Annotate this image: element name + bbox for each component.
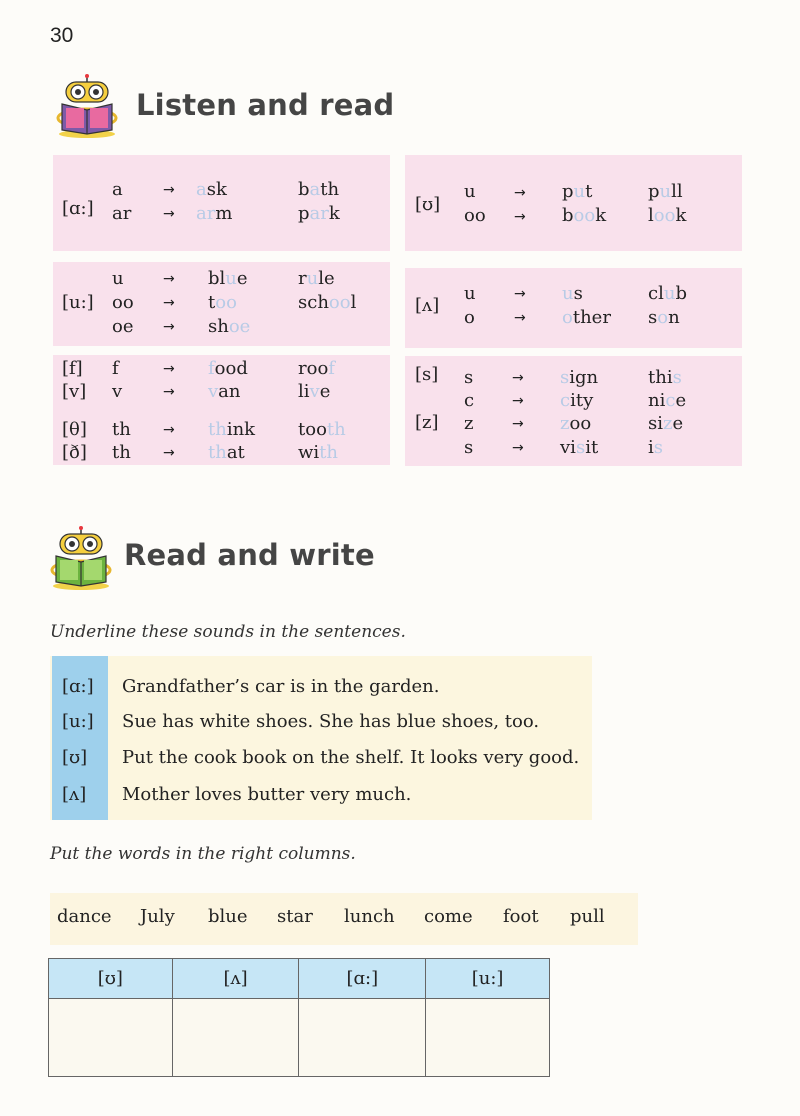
read-and-write-title: Read and write (124, 538, 375, 572)
sentence-symbol: [ɑ:] (62, 676, 94, 697)
word-item: pull (570, 906, 605, 927)
letters: u (464, 283, 476, 304)
arrow-icon: → (163, 206, 175, 222)
arrow-icon: → (163, 295, 175, 311)
arrow-icon: → (514, 310, 526, 326)
symbol-v: [v] (62, 381, 87, 402)
symbol-u-long: [u:] (62, 292, 94, 313)
example-word: look (648, 205, 687, 226)
letters: u (464, 181, 476, 202)
example-word: roof (298, 358, 335, 379)
arrow-icon: → (512, 370, 524, 386)
word-item: blue (208, 906, 248, 927)
symbol-f: [f] (62, 358, 83, 379)
arrow-icon: → (163, 182, 175, 198)
arrow-icon: → (512, 416, 524, 432)
example-word: van (208, 381, 241, 402)
example-word: shoe (208, 316, 251, 337)
example-word: zoo (560, 413, 592, 434)
letters: o (464, 307, 475, 328)
arrow-icon: → (514, 209, 526, 225)
example-word: rule (298, 268, 335, 289)
example-word: sign (560, 367, 599, 388)
example-word: arm (196, 203, 233, 224)
example-word: live (298, 381, 331, 402)
sentence-text: Sue has white shoes. She has blue shoes, too. (122, 711, 540, 732)
word-item: star (277, 906, 313, 927)
sentence-row (62, 784, 411, 805)
example-word: food (208, 358, 248, 379)
letters: s (464, 367, 474, 388)
example-word: park (298, 203, 340, 224)
word-item: dance (57, 906, 112, 927)
sentence-symbol: [ʊ] (62, 747, 88, 768)
writing-mascot-icon (48, 526, 114, 592)
answer-cell[interactable] (299, 999, 426, 1077)
answer-cell[interactable] (426, 999, 550, 1077)
example-word: is (648, 437, 664, 458)
sentence-text: Put the cook book on the shelf. It looks very good. (122, 747, 580, 768)
letters: oe (112, 316, 134, 337)
arrow-icon: → (512, 393, 524, 409)
reading-mascot-icon (54, 74, 120, 140)
word-item: July (140, 906, 175, 927)
symbol-theta: [θ] (62, 419, 87, 440)
sentence-text: Grandfather’s car is in the garden. (122, 676, 440, 697)
example-word: size (648, 413, 684, 434)
word-item: foot (503, 906, 539, 927)
letters: c (464, 390, 475, 411)
letters: s (464, 437, 474, 458)
example-word: pull (648, 181, 683, 202)
answer-cell[interactable] (49, 999, 173, 1077)
arrow-icon: → (163, 271, 175, 287)
example-word: ask (196, 179, 227, 200)
symbol-s: [s] (415, 364, 439, 385)
sentence-text: Mother loves butter very much. (122, 784, 412, 805)
symbol-a-long: [ɑ:] (62, 198, 94, 219)
sound-columns-table (48, 958, 550, 1077)
sentence-symbol: [ʌ] (62, 784, 87, 805)
instruction-columns: Put the words in the right columns. (50, 844, 356, 864)
page-number: 30 (50, 24, 74, 47)
example-word: club (648, 283, 687, 304)
example-word: with (298, 442, 338, 463)
column-header: [ʊ] (49, 959, 173, 999)
example-word: bath (298, 179, 340, 200)
example-word: other (562, 307, 611, 328)
word-item: come (424, 906, 473, 927)
letters: oo (464, 205, 486, 226)
symbol-wedge: [ʌ] (415, 295, 440, 316)
sentence-row (62, 747, 579, 768)
column-header: [ɑ:] (299, 959, 426, 999)
sentence-symbol: [u:] (62, 711, 94, 732)
sentence-row (62, 676, 439, 697)
instruction-underline: Underline these sounds in the sentences. (50, 622, 406, 642)
letters: th (112, 419, 131, 440)
example-word: nice (648, 390, 687, 411)
example-word: school (298, 292, 357, 313)
example-word: book (562, 205, 607, 226)
arrow-icon: → (512, 440, 524, 456)
symbol-u-short: [ʊ] (415, 194, 441, 215)
arrow-icon: → (163, 384, 175, 400)
listen-and-read-title: Listen and read (136, 88, 395, 122)
letters: u (112, 268, 124, 289)
letters: th (112, 442, 131, 463)
example-word: blue (208, 268, 248, 289)
box-u-short (405, 155, 742, 251)
example-word: too (208, 292, 237, 313)
letters: oo (112, 292, 134, 313)
arrow-icon: → (163, 445, 175, 461)
symbol-eth: [ð] (62, 442, 87, 463)
arrow-icon: → (163, 319, 175, 335)
example-word: tooth (298, 419, 346, 440)
arrow-icon: → (514, 286, 526, 302)
letters: z (464, 413, 474, 434)
example-word: son (648, 307, 680, 328)
letters: a (112, 179, 123, 200)
answer-cell[interactable] (172, 999, 299, 1077)
symbol-z: [z] (415, 412, 439, 433)
example-word: this (648, 367, 682, 388)
example-word: that (208, 442, 245, 463)
example-word: us (562, 283, 583, 304)
column-header: [ʌ] (172, 959, 299, 999)
sentence-row (62, 711, 539, 732)
example-word: city (560, 390, 594, 411)
arrow-icon: → (514, 185, 526, 201)
letters: v (112, 381, 123, 402)
arrow-icon: → (163, 361, 175, 377)
arrow-icon: → (163, 422, 175, 438)
column-header: [u:] (426, 959, 550, 999)
word-item: lunch (344, 906, 395, 927)
example-word: think (208, 419, 256, 440)
letters: f (112, 358, 119, 379)
letters: ar (112, 203, 132, 224)
example-word: put (562, 181, 593, 202)
example-word: visit (560, 437, 599, 458)
